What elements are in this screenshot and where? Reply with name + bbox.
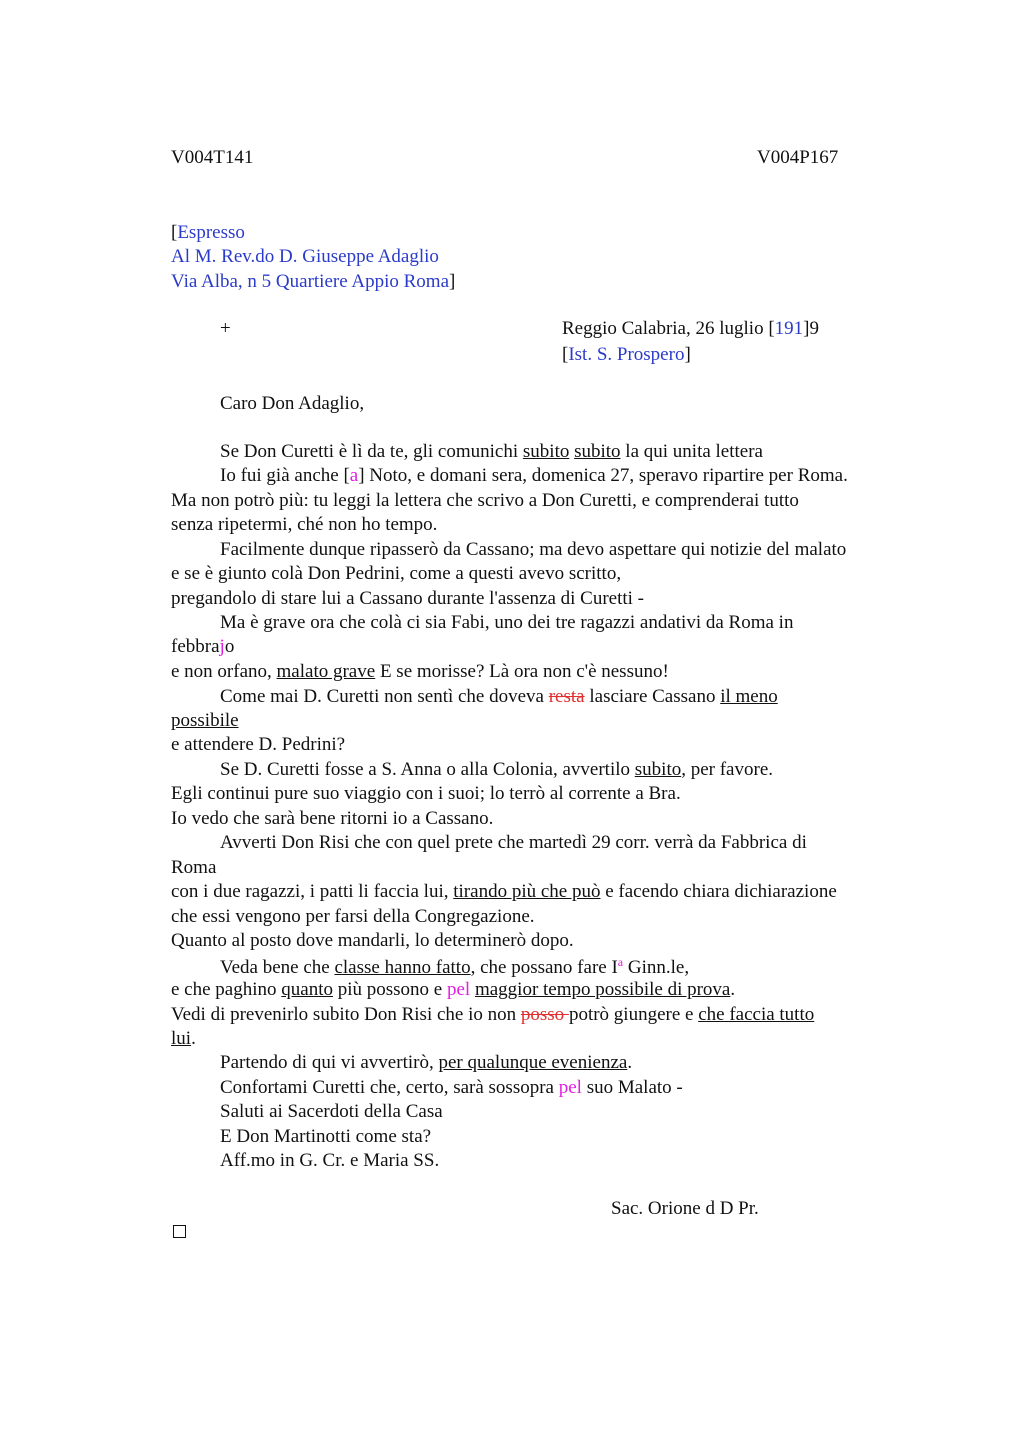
- body-line-10: [171, 661, 669, 683]
- underlined-segment: il meno: [720, 686, 778, 707]
- underlined-segment: possibile: [171, 710, 239, 731]
- underlined-segment: classe hanno fatto: [334, 957, 471, 978]
- text-segment: Partendo di qui vi avvertirò,: [220, 1052, 439, 1073]
- underlined-segment: tirando più che può: [453, 881, 601, 902]
- editor-fix-segment: pel: [446, 979, 471, 1000]
- body-line-08: Ma è grave ora che colà ci sia Fabi, uno dei tre ragazzi andativi da Roma in: [220, 612, 794, 633]
- superscript-segment: a: [617, 955, 624, 969]
- header-right-code: V004P167: [757, 147, 839, 168]
- text-segment: e che paghino: [171, 979, 282, 1000]
- editor-fix-segment: pel: [558, 1077, 582, 1098]
- body-line-15: Egli continui pure suo viaggio con i suoi; lo terrò al corrente a Bra.: [171, 783, 681, 804]
- cross-symbol: +: [220, 318, 231, 339]
- institute-open-bracket: [: [562, 344, 569, 365]
- signature: Sac. Orione d D Pr.: [611, 1198, 759, 1219]
- institute-close-bracket: ]: [684, 344, 691, 365]
- text-segment: e non orfano,: [171, 661, 277, 682]
- header-left-code: V004T141: [171, 147, 254, 168]
- body-line-28: Saluti ai Sacerdoti della Casa: [220, 1101, 443, 1122]
- text-segment: Ginn.le,: [623, 957, 690, 978]
- body-line-03: Ma non potrò più: tu leggi la lettera che scrivo a Don Curetti, e comprenderai tutto: [171, 490, 799, 511]
- text-segment: o: [224, 636, 235, 657]
- text-segment: , per favore.: [681, 759, 773, 780]
- body-line-22: [220, 955, 689, 979]
- text-segment: Vedi di prevenirlo subito Don Risi che io non: [171, 1004, 521, 1025]
- editor-fix-segment: a: [349, 465, 359, 486]
- dateline-place-date: Reggio Calabria, 26 luglio [: [562, 318, 775, 339]
- underlined-segment: subito: [634, 759, 682, 780]
- text-segment: e facendo chiara dichiarazione: [600, 881, 837, 902]
- body-line-24: [171, 1004, 814, 1026]
- dateline-institute: [562, 344, 691, 366]
- text-segment: .: [730, 979, 736, 1000]
- body-line-19: [171, 881, 837, 903]
- body-line-07: pregandolo di stare lui a Cassano durante l'assenza di Curetti -: [171, 588, 645, 609]
- body-line-09: [171, 636, 234, 658]
- text-segment: .: [627, 1052, 633, 1073]
- body-line-23: [171, 979, 735, 1001]
- underlined-segment: maggior tempo possibile di prova: [474, 979, 731, 1000]
- text-segment: Io fui già anche [: [220, 465, 350, 486]
- body-line-13: e attendere D. Pedrini?: [171, 734, 346, 755]
- text-segment: lasciare Cassano: [584, 686, 721, 707]
- address-street: Via Alba, n 5 Quartiere Appio Roma: [171, 271, 449, 292]
- dateline-year-end: ]9: [803, 318, 819, 339]
- underlined-segment: che faccia tutto: [698, 1004, 815, 1025]
- deleted-segment: posso: [520, 1004, 569, 1025]
- text-segment: .: [191, 1028, 196, 1049]
- underlined-segment: subito: [522, 441, 570, 462]
- address-espresso: Espresso: [177, 222, 245, 243]
- text-segment: Come mai D. Curetti non sentì che doveva: [220, 686, 549, 707]
- text-segment: E se morisse? Là ora non c'è nessuno!: [375, 661, 669, 682]
- text-segment: potrò giungere e: [568, 1004, 699, 1025]
- institute-name: Ist. S. Prospero: [568, 344, 685, 365]
- underlined-segment: subito: [574, 441, 621, 462]
- body-line-20: che essi vengono per farsi della Congregazione.: [171, 906, 535, 927]
- body-line-11: [220, 686, 778, 708]
- underlined-segment: lui: [171, 1028, 192, 1049]
- text-segment: ] Noto, e domani sera, domenica 27, speravo ripartire per Roma.: [358, 465, 848, 486]
- address-line-3: [171, 271, 455, 293]
- text-segment: suo Malato -: [581, 1077, 683, 1098]
- body-line-29: E Don Martinotti come sta?: [220, 1126, 432, 1147]
- body-line-26: [220, 1052, 632, 1074]
- body-line-14: [220, 759, 773, 781]
- dateline-year-insert: 191: [774, 318, 804, 339]
- underlined-segment: malato grave: [276, 661, 376, 682]
- body-line-21: Quanto al posto dove mandarli, lo determinerò dopo.: [171, 930, 574, 951]
- body-line-06: e se è giunto colà Don Pedrini, come a questi avevo scritto,: [171, 563, 622, 584]
- salutation: Caro Don Adaglio,: [220, 393, 365, 414]
- text-segment: Confortami Curetti che, certo, sarà sossopra: [220, 1077, 559, 1098]
- body-line-04: senza ripetermi, ché non ho tempo.: [171, 514, 438, 535]
- body-line-05: Facilmente dunque ripasserò da Cassano; ma devo aspettare qui notizie del malato: [220, 539, 847, 560]
- address-open-bracket: [: [171, 222, 178, 243]
- body-line-02: [220, 465, 848, 487]
- body-line-12: [171, 710, 239, 732]
- text-segment: la qui unita lettera: [620, 441, 763, 462]
- editor-fix-segment: j: [219, 636, 225, 657]
- body-line-27: [220, 1077, 683, 1099]
- address-line-1: [171, 222, 245, 244]
- end-marker-box-icon: [173, 1225, 186, 1238]
- body-line-18: Roma: [171, 857, 217, 878]
- text-segment: Se Don Curetti è lì da te, gli comunichi: [220, 441, 523, 462]
- text-segment: febbra: [171, 636, 220, 657]
- text-segment: , che possano fare I: [470, 957, 618, 978]
- body-line-01: [220, 441, 763, 463]
- underlined-segment: per qualunque evenienza: [438, 1052, 628, 1073]
- body-line-25: [171, 1028, 196, 1050]
- deleted-segment: resta: [548, 686, 585, 707]
- body-line-17: Avverti Don Risi che con quel prete che martedì 29 corr. verrà da Fabbrica di: [220, 832, 807, 853]
- body-line-30: Aff.mo in G. Cr. e Maria SS.: [220, 1150, 440, 1171]
- text-segment: con i due ragazzi, i patti li faccia lui,: [171, 881, 454, 902]
- address-line-2: Al M. Rev.do D. Giuseppe Adaglio: [171, 246, 439, 267]
- text-segment: Veda bene che: [220, 957, 335, 978]
- address-close-bracket: ]: [449, 271, 456, 292]
- text-segment: Se D. Curetti fosse a S. Anna o alla Colonia, avvertilo: [220, 759, 635, 780]
- underlined-segment: quanto: [281, 979, 333, 1000]
- dateline: [562, 318, 819, 340]
- text-segment: più possono e: [332, 979, 447, 1000]
- body-line-16: Io vedo che sarà bene ritorni io a Cassano.: [171, 808, 494, 829]
